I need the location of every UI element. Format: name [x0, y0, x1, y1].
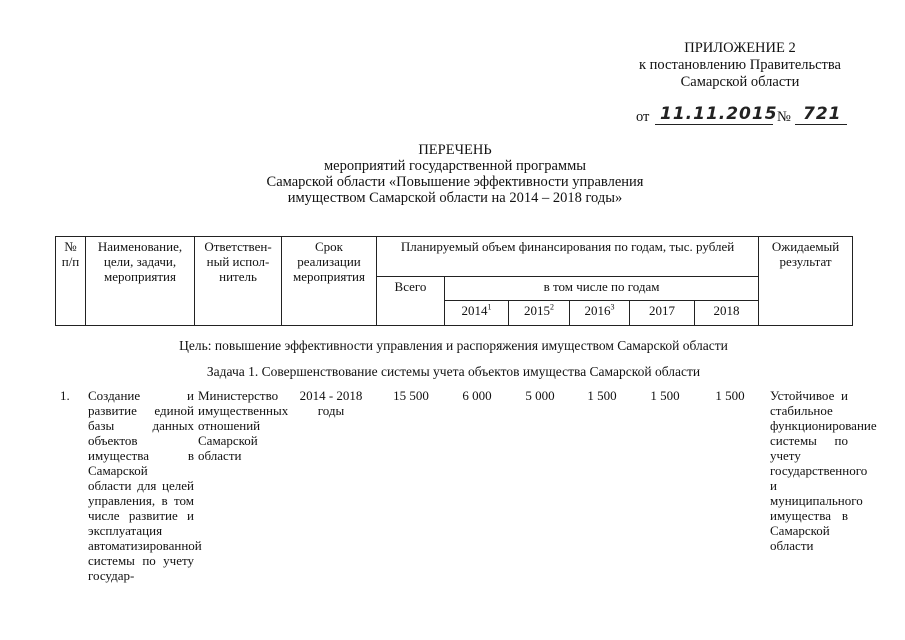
row1-term: 2014 - 2018 годы: [299, 388, 363, 418]
header-year-2014: 2014$^1$: [445, 301, 509, 326]
doc-subtitle-1: мероприятий государственной программы: [324, 158, 586, 174]
activities-table-header: [55, 236, 853, 326]
task-line: Задача 1. Совершенствование системы учета объектов имущества Самарской области: [206, 364, 701, 379]
date-prefix: от: [636, 109, 650, 125]
header-year-2016: 2016$^3$: [570, 301, 630, 326]
doc-title: ПЕРЕЧЕНЬ: [418, 142, 492, 158]
row1-2015: 5 000: [525, 388, 555, 403]
header-by-years: в том числе по годам: [445, 277, 759, 301]
doc-subtitle-2: Самарской области «Повышение эффективности управления: [266, 174, 644, 190]
row1-2017: 1 500: [650, 388, 680, 403]
number-handwritten: 721: [803, 104, 842, 124]
row1-total: 15 500: [393, 388, 429, 403]
header-total: Всего: [377, 277, 445, 326]
date-handwritten: 11.11.2015: [660, 104, 778, 124]
appendix-region-line: Самарской области: [680, 74, 800, 90]
goal-line: Цель: повышение эффективности управления и распоряжения имуществом Самарской области: [179, 338, 728, 353]
appendix-title: ПРИЛОЖЕНИЕ 2: [684, 40, 796, 56]
header-result: Ожидаемый результат: [759, 237, 853, 326]
header-term: Срок реализации мероприятия: [282, 237, 377, 326]
row1-executor: Министерство имущественных отношений Самарской области: [198, 388, 289, 463]
header-financing: Планируемый объем финансирования по годам, тыс. рублей: [377, 237, 759, 277]
header-year-2018: 2018: [695, 301, 759, 326]
header-year-2015: 2015$^2$: [509, 301, 570, 326]
number-underline: [795, 124, 847, 125]
header-name: Наименование, цели, задачи, мероприятия: [86, 237, 195, 326]
doc-subtitle-3: имуществом Самарской области на 2014 – 2018 годы»: [287, 190, 623, 206]
header-num: № п/п: [56, 237, 86, 326]
appendix-decree-line: к постановлению Правительства: [639, 57, 841, 73]
row1-name: Создание и развитие единой базы данных объектов имущества в Самарской области для целей управления, в том числе развитие и эксплуатация автоматизированной системы по учету государ-: [88, 388, 202, 583]
date-underline: [655, 124, 773, 125]
row1-2014: 6 000: [462, 388, 492, 403]
number-prefix: №: [777, 109, 791, 125]
row1-2018: 1 500: [715, 388, 745, 403]
row1-2016: 1 500: [587, 388, 617, 403]
row1-result: Устойчивое и стабильное функционирование системы по учету государственного и муниципального имущества в Самарской области: [770, 388, 877, 553]
header-executor: Ответствен-ный испол-нитель: [195, 237, 282, 326]
row1-num: 1.: [60, 388, 70, 403]
header-year-2017: 2017: [630, 301, 695, 326]
